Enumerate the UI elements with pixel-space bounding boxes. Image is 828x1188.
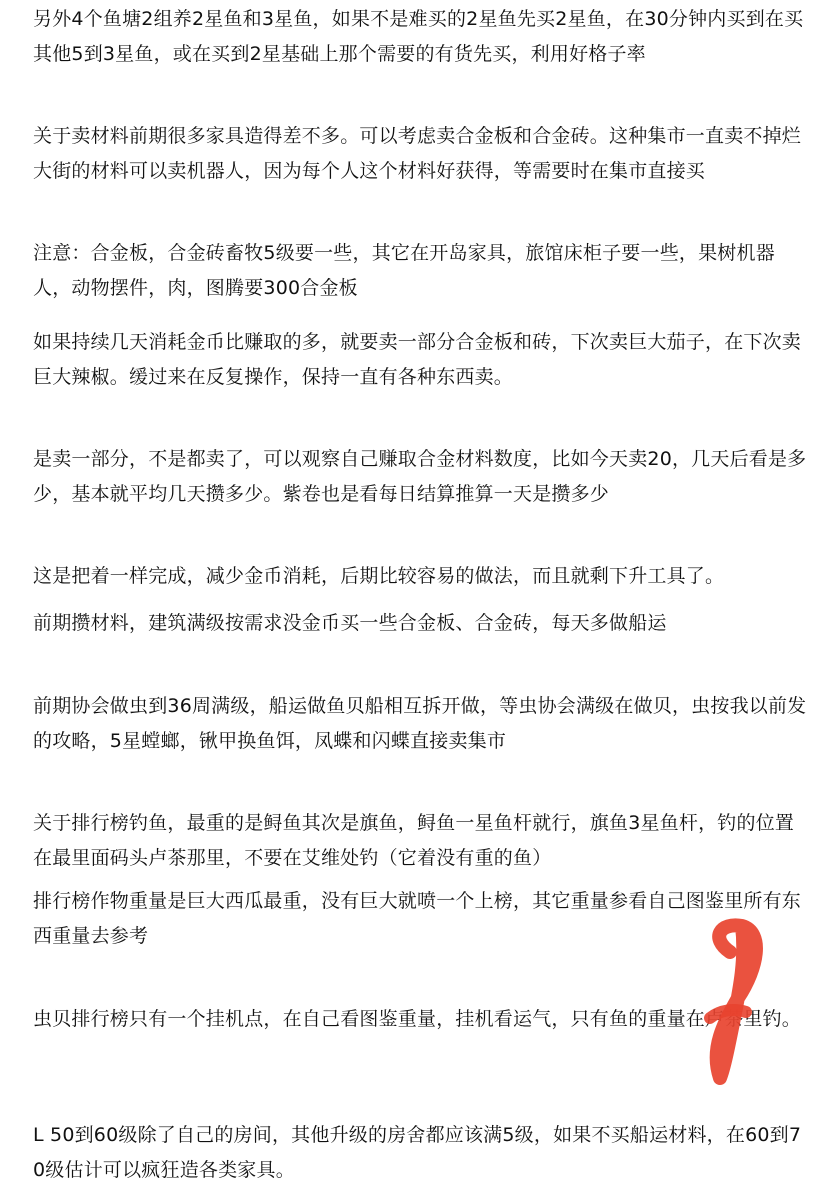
paragraph-12: L 50到60级除了自己的房间，其他升级的房舍都应该满5级，如果不买船运材料，在60到70级估计可以疯狂造各类家具。 bbox=[33, 1124, 802, 1181]
paragraph-10: 排行榜作物重量是巨大西瓜最重，没有巨大就喷一个上榜，其它重量参看自己图鉴里所有东西重量去参考 bbox=[33, 890, 802, 947]
paragraph-3: 注意：合金板，合金砖畜牧5级要一些，其它在开岛家具，旅馆床柜子要一些，果树机器人，动物摆件，肉，图腾要300合金板 bbox=[33, 242, 775, 299]
paragraph-11: 虫贝排行榜只有一个挂机点，在自己看图鉴重量，挂机看运气，只有鱼的重量在卢茶里钓。 bbox=[33, 1008, 802, 1030]
paragraph-1: 另外4个鱼塘2组养2星鱼和3星鱼，如果不是难买的2星鱼先买2星鱼，在30分钟内买到在买其他5到3星鱼，或在买到2星基础上那个需要的有货先买，利用好格子率 bbox=[33, 8, 804, 65]
paragraph-5: 是卖一部分，不是都卖了，可以观察自己赚取合金材料数度，比如今天卖20，几天后看是多少，基本就平均几天攒多少。紫卷也是看每日结算推算一天是攒多少 bbox=[33, 448, 807, 505]
paragraph-6: 这是把着一样完成，减少金币消耗，后期比较容易的做法，而且就剩下升工具了。 bbox=[33, 565, 725, 587]
paragraph-8: 前期协会做虫到36周满级，船运做鱼贝船相互拆开做，等虫协会满级在做贝，虫按我以前发的攻略，5星螳螂，锹甲换鱼饵，凤蝶和闪蝶直接卖集市 bbox=[33, 695, 807, 752]
paragraph-7: 前期攒材料，建筑满级按需求没金币买一些合金板、合金砖，每天多做船运 bbox=[33, 612, 667, 634]
paragraph-9: 关于排行榜钓鱼，最重的是鲟鱼其次是旗鱼，鲟鱼一星鱼杆就行，旗鱼3星鱼杆，钓的位置在最里面码头卢茶那里，不要在艾维处钓（它着没有重的鱼） bbox=[33, 812, 795, 869]
paragraph-2: 关于卖材料前期很多家具造得差不多。可以考虑卖合金板和合金砖。这种集市一直卖不掉烂大街的材料可以卖机器人，因为每个人这个材料好获得，等需要时在集市直接买 bbox=[33, 125, 802, 182]
paragraph-4: 如果持续几天消耗金币比赚取的多，就要卖一部分合金板和砖，下次卖巨大茄子，在下次卖巨大辣椒。缓过来在反复操作，保持一直有各种东西卖。 bbox=[33, 331, 802, 388]
